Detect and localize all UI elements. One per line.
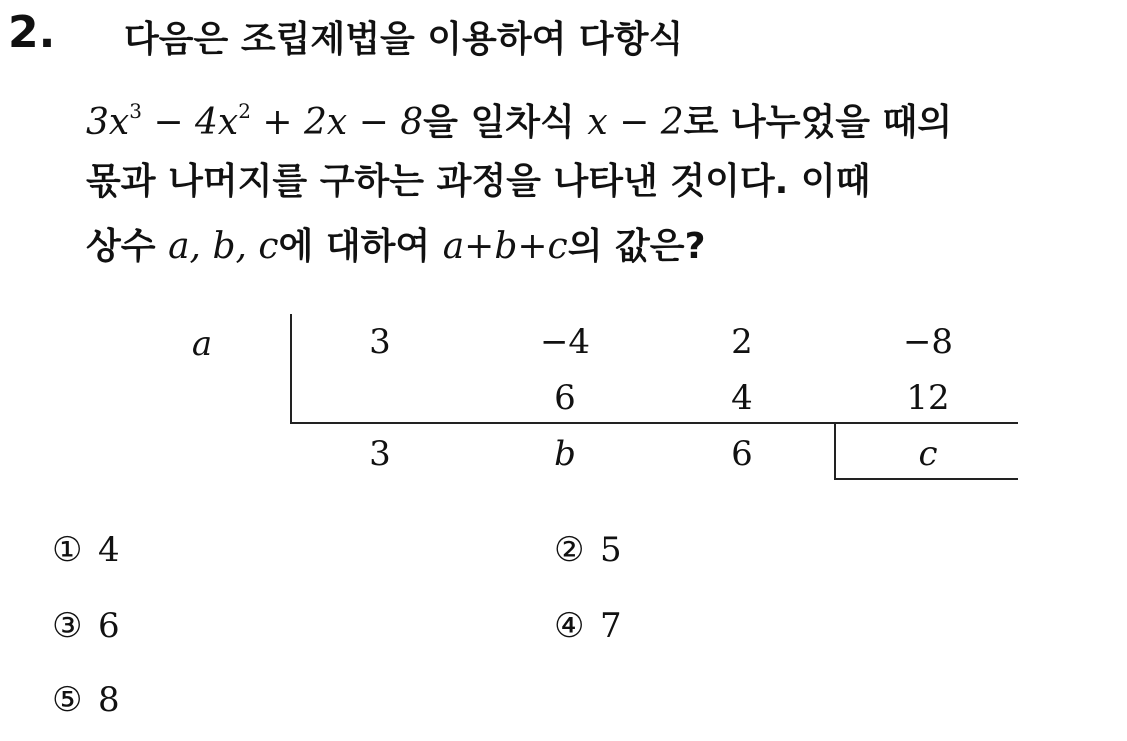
choice-value: 6	[98, 606, 120, 646]
exponent-3: 3	[129, 99, 142, 123]
constants-list: a, b, c	[168, 226, 279, 267]
product-cell: 4	[731, 378, 753, 418]
choice-mark: ⑤	[52, 680, 83, 720]
coef-cell: −4	[539, 322, 591, 362]
result-cell: 6	[731, 434, 753, 474]
choice-4[interactable]	[554, 606, 622, 646]
choice-value: 7	[600, 606, 622, 646]
poly-term-3x: 3x	[86, 102, 130, 143]
remainder-box-left	[834, 424, 836, 480]
divisor-label: a	[191, 324, 213, 364]
choice-mark: ③	[52, 606, 83, 646]
choice-5[interactable]	[52, 680, 120, 720]
choice-mark: ②	[554, 530, 585, 570]
remainder-cell: c	[918, 434, 938, 474]
question-line-3: 몫과 나머지를 구하는 과정을 나타낸 것이다. 이때	[86, 161, 871, 202]
result-cell: 3	[369, 434, 391, 474]
text-segment: 상수	[86, 226, 169, 267]
product-cell: 6	[554, 378, 576, 418]
question-line-2	[86, 100, 952, 145]
product-cell: 12	[906, 378, 950, 418]
result-cell: b	[554, 434, 576, 474]
text-segment: 의 값은?	[567, 226, 706, 267]
choice-2[interactable]	[554, 530, 622, 570]
choice-value: 5	[600, 530, 622, 570]
choice-value: 4	[98, 530, 120, 570]
poly-rest: + 2x − 8	[250, 102, 424, 143]
text-segment: 을 일차식	[423, 102, 588, 143]
choice-3[interactable]	[52, 606, 120, 646]
coef-cell: 3	[369, 322, 391, 362]
text-segment: 로 나누었을 때의	[683, 102, 953, 143]
exponent-2: 2	[238, 99, 251, 123]
question-line-1: 다음은 조립제법을 이용하여 다항식	[124, 19, 684, 60]
coef-cell: −8	[902, 322, 954, 362]
choice-mark: ④	[554, 606, 585, 646]
horizontal-divider	[290, 422, 1018, 424]
choice-mark: ①	[52, 530, 83, 570]
question-line-4	[86, 224, 705, 269]
choice-value: 8	[98, 680, 120, 720]
choice-1[interactable]	[52, 530, 120, 570]
divisor-expression: x − 2	[587, 102, 684, 143]
poly-term-4x: − 4x	[141, 102, 239, 143]
text-segment: 에 대하여	[278, 226, 443, 267]
vertical-divider	[290, 314, 292, 424]
remainder-box-bottom	[834, 478, 1018, 480]
question-number: 2.	[8, 7, 56, 58]
coef-cell: 2	[731, 322, 753, 362]
sum-expression: a+b+c	[442, 226, 568, 267]
